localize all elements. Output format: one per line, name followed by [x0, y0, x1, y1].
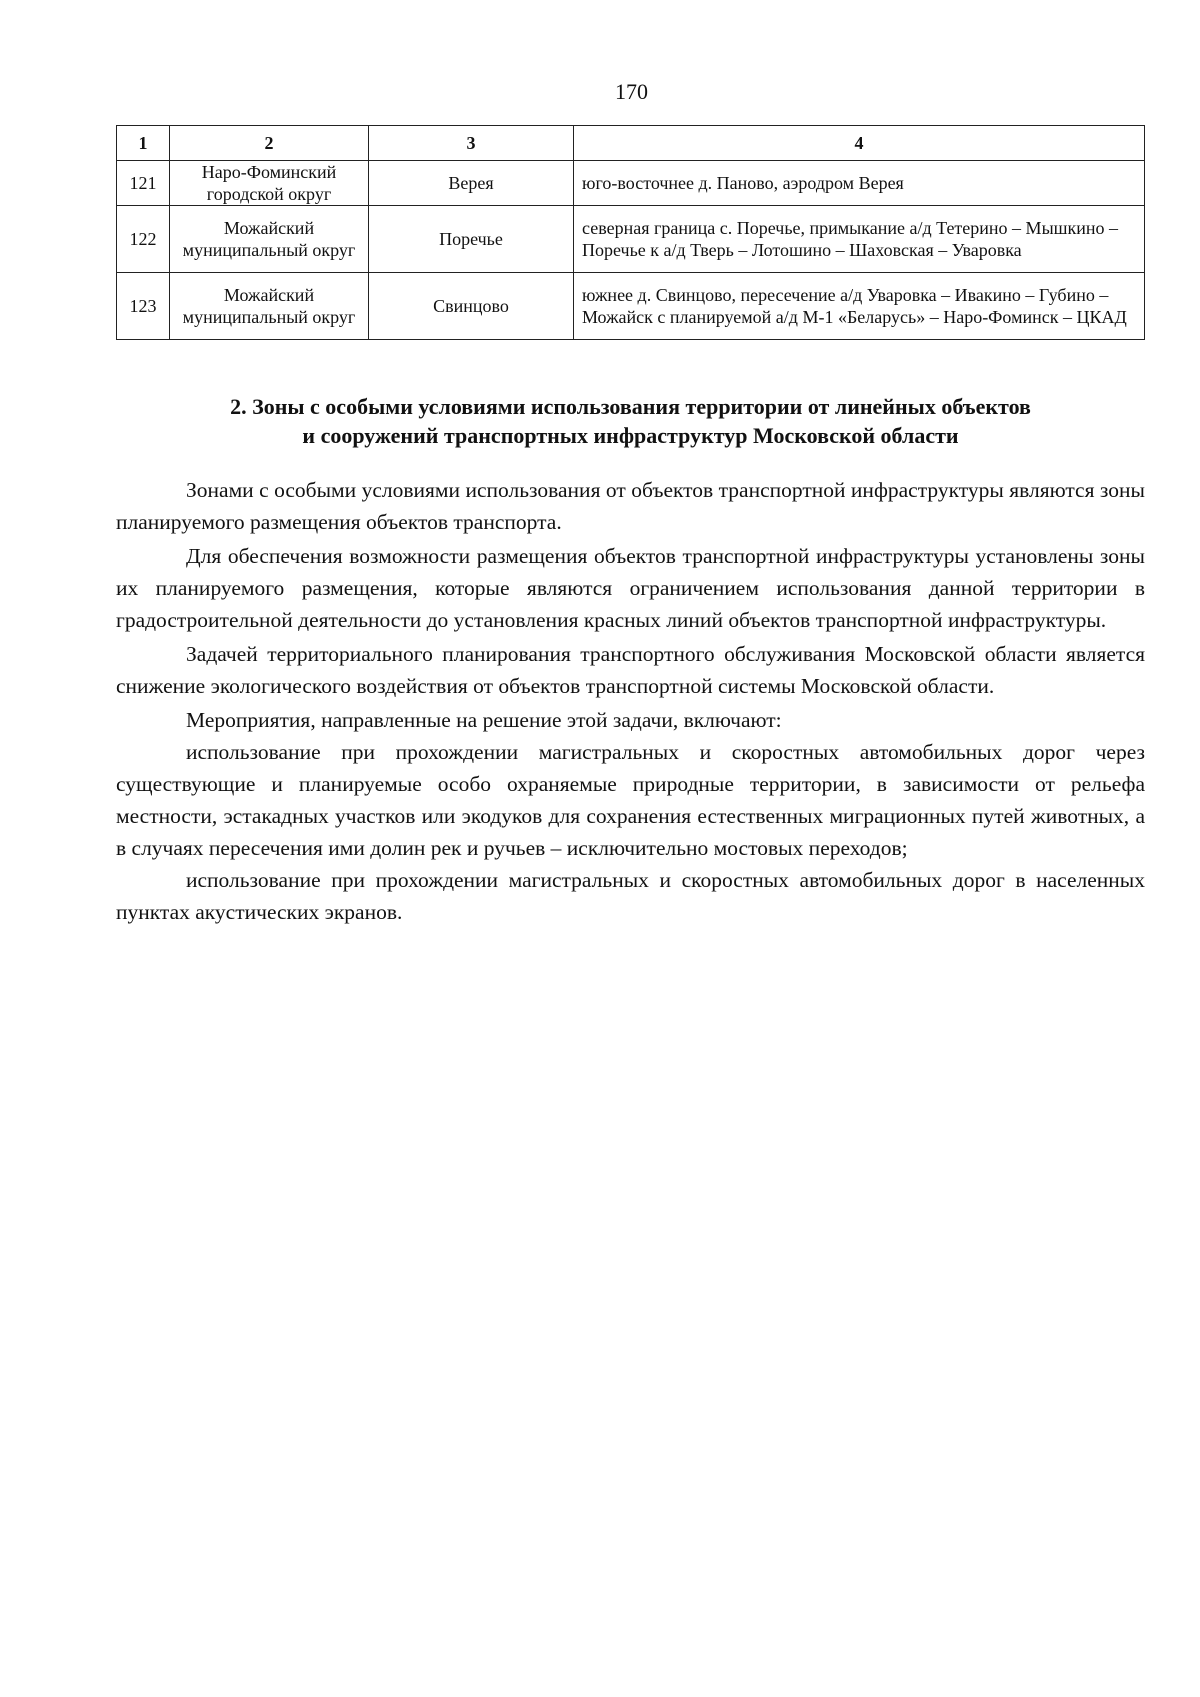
section-heading	[116, 392, 1145, 450]
location-cell: юго-восточнее д. Паново, аэродром Верея	[574, 161, 1145, 206]
district-cell: Можайский муниципальный округ	[170, 273, 369, 340]
row-number-cell: 122	[117, 206, 170, 273]
section-body	[116, 474, 1145, 928]
table-row	[117, 206, 1145, 273]
paragraph: Задачей территориального планирования транспортного обслуживания Московской области является снижение экологического воздействия от объектов транспортной системы Московской области.	[116, 642, 1145, 698]
paragraph: Для обеспечения возможности размещения объектов транспортной инфраструктуры установлены зоны их планируемого размещения, которые являются ограничением использования данной территории в градостроительной деятельности до установления красных линий объектов транспортной инфраструктуры.	[116, 544, 1145, 632]
table-header-row	[117, 126, 1145, 161]
settlement-cell: Поречье	[369, 206, 574, 273]
row-number-cell: 121	[117, 161, 170, 206]
table-row	[117, 273, 1145, 340]
paragraph: использование при прохождении магистральных и скоростных автомобильных дорог в населенных пунктах акустических экранов.	[116, 868, 1145, 924]
table-header-cell: 4	[574, 126, 1145, 161]
zones-table	[116, 125, 1145, 340]
table-header-cell: 3	[369, 126, 574, 161]
section-heading-line: 2. Зоны с особыми условиями использования территории от линейных объектов	[230, 394, 1031, 419]
table-header-cell: 1	[117, 126, 170, 161]
location-cell: южнее д. Свинцово, пересечение а/д Уваровка – Ивакино – Губино – Можайск с планируемой а/д М-1 «Беларусь» – Наро-Фоминск – ЦКАД	[574, 273, 1145, 340]
row-number-cell: 123	[117, 273, 170, 340]
district-cell: Наро-Фоминский городской округ	[170, 161, 369, 206]
section-heading-line: и сооружений транспортных инфраструктур Московской области	[302, 423, 959, 448]
paragraph: использование при прохождении магистральных и скоростных автомобильных дорог через существующие и планируемые особо охраняемые природные территории, в зависимости от рельефа местности, эстакадных участков или экодуков для сохранения естественных миграционных путей животных, а в случаях пересечения ими долин рек и ручьев – исключительно мостовых переходов;	[116, 740, 1145, 860]
page-number: 170	[615, 79, 648, 104]
table-header-cell: 2	[170, 126, 369, 161]
paragraph: Мероприятия, направленные на решение этой задачи, включают:	[186, 708, 782, 732]
location-cell: северная граница с. Поречье, примыкание а/д Тетерино – Мышкино – Поречье к а/д Тверь – Лотошино – Шаховская – Уваровка	[574, 206, 1145, 273]
table-row	[117, 161, 1145, 206]
district-cell: Можайский муниципальный округ	[170, 206, 369, 273]
paragraph: Зонами с особыми условиями использования от объектов транспортной инфраструктуры являются зоны планируемого размещения объектов транспорта.	[116, 478, 1145, 534]
settlement-cell: Свинцово	[369, 273, 574, 340]
settlement-cell: Верея	[369, 161, 574, 206]
